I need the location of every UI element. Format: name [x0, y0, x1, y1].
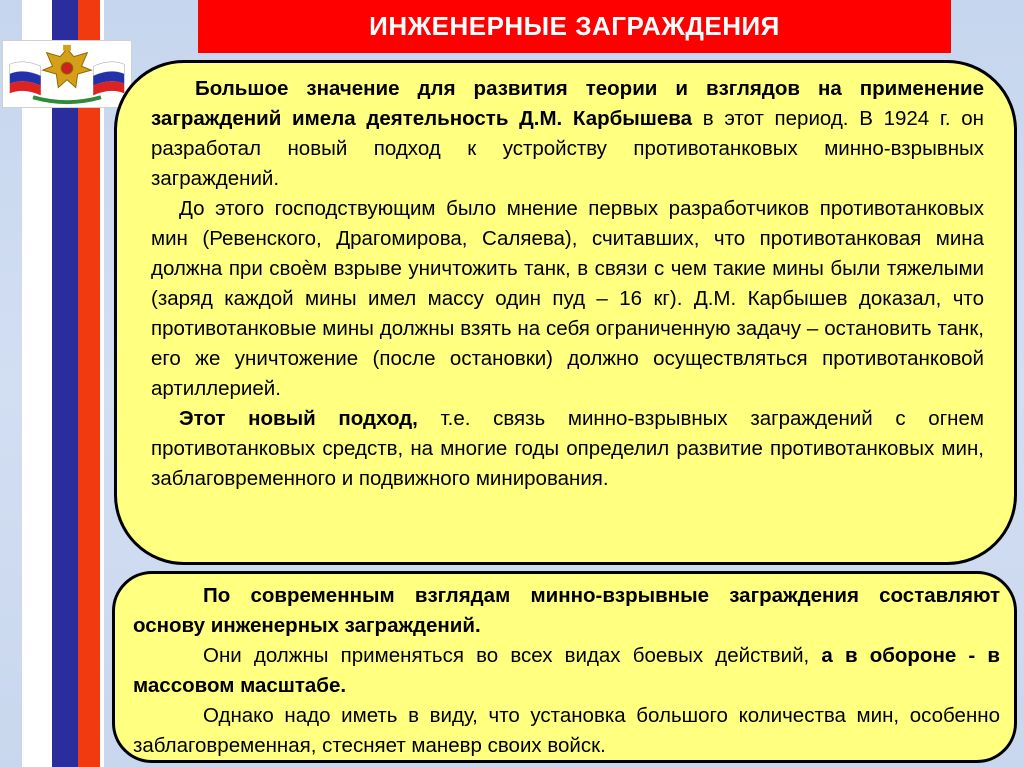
modern-views-box [112, 571, 1017, 763]
paragraph-new-approach-rest: т.е. связь минно-взрывных заграждений с огнем противотанковых средств, на многие годы определил развитие противотанковых мин, заблаговременного и подвижного минирования. [151, 407, 984, 490]
stripe-edge [100, 0, 104, 767]
paragraph-modern-views-bold: По современным взглядам минно-взрывные заграждения составляют основу инженерных заграждений. [133, 584, 1000, 637]
paragraph-modern-views [133, 581, 1000, 641]
paragraph-prior-views: До этого господствующим было мнение первых разработчиков противотанковых мин (Ревенского, Драгомирова, Саляева), считавших, что противотанковая мина должна при своѐм взрыве уничтожить танк, в связи с чем такие мины были тяжелыми (заряд каждой мины имел массу один пуд – 16 кг). Д.М. Карбышев доказал, что противотанковые мины должны взять на себя ограниченную задачу – остановить танк, его же уничтожение (после остановки) должно осуществляться противотанковой артиллерией. [151, 197, 984, 400]
paragraph-new-approach [151, 404, 984, 494]
right-flag-icon [93, 62, 124, 96]
paragraph-new-approach-bold: Этот новый подход, [179, 407, 418, 430]
left-flag-icon [10, 62, 41, 96]
flag-stripe-white [22, 0, 52, 767]
history-text-box [114, 60, 1017, 565]
title-bar [198, 0, 951, 53]
page-title: ИНЖЕНЕРНЫЕ ЗАГРАЖДЕНИЯ [369, 11, 780, 41]
paragraph-karbyshev [151, 74, 984, 194]
emblem-graphic [3, 41, 131, 107]
russian-military-emblem-icon [2, 40, 132, 108]
paragraph-karbyshev-bold: Большое значение для развития теории и взглядов на применение заграждений имела деятельность Д.М. Карбышева [151, 77, 984, 130]
paragraph-karbyshev-rest: в этот период. В 1924 г. он разработал новый подход к устройству противотанковых минно-взрывных заграждений. [151, 107, 984, 190]
paragraph-usage [133, 641, 1000, 701]
paragraph-usage-bold: а в обороне - в массовом масштабе. [133, 644, 1000, 697]
paragraph-usage-text: Они должны применяться во всех видах боевых действий, [203, 644, 810, 667]
flag-stripe-blue [52, 0, 78, 767]
eagle-icon [43, 45, 92, 88]
paragraph-caution: Однако надо иметь в виду, что установка большого количества мин, особенно заблаговременная, стесняет маневр своих войск. [133, 704, 1000, 757]
flag-stripe-red [78, 0, 100, 767]
